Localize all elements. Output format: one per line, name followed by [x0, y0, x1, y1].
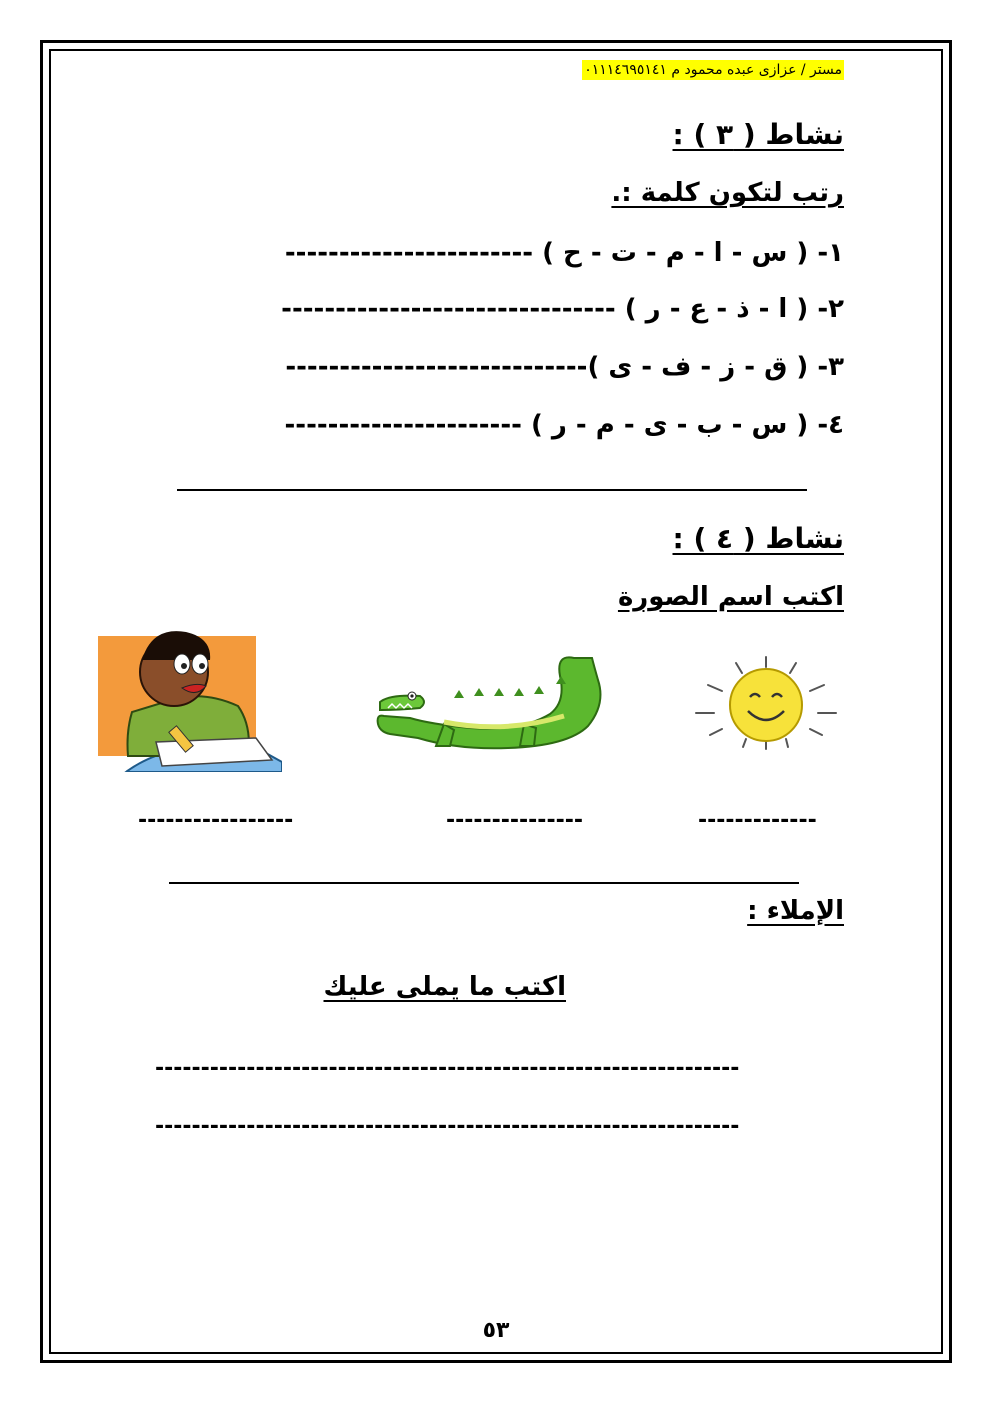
- list-item: ١- ( س - ا - م - ت - ح ) -----------------------: [284, 238, 844, 268]
- dictation-instruction: اكتب ما يملى عليك: [323, 972, 566, 1002]
- list-item: ٣- ( ق - ز - ف - ى )----------------------------: [285, 352, 844, 382]
- list-item: ٤- ( س - ب - ى - م - ر ) ----------------------: [284, 410, 844, 440]
- section-divider: [169, 882, 799, 884]
- list-item: ٢- ( ا - ذ - ع - ر ) -------------------------------: [281, 294, 844, 324]
- teacher-note: مستر / عزازى عبده محمود م ٠١١١٤٦٩٥١٤١: [584, 62, 842, 78]
- sun-icon: [688, 655, 844, 750]
- activity3-title: نشاط ( ٣ ) :: [672, 118, 844, 151]
- activity4-instruction: اكتب اسم الصورة: [617, 582, 844, 612]
- crocodile-icon: [374, 650, 614, 755]
- section-divider: [177, 489, 807, 491]
- dictation-title: الإملاء :: [747, 896, 844, 926]
- dictation-line[interactable]: ----------------------------------------------------------------: [155, 1056, 740, 1081]
- answer-line[interactable]: ---------------: [446, 808, 583, 833]
- activity4-title: نشاط ( ٤ ) :: [672, 522, 844, 555]
- boy-drawing-icon: [96, 626, 282, 772]
- page-number: ٥٣: [482, 1318, 510, 1343]
- answer-line[interactable]: -----------------: [138, 808, 294, 833]
- answer-line[interactable]: -------------: [698, 808, 817, 833]
- activity3-instruction: رتب لتكون كلمة :.: [611, 178, 844, 208]
- dictation-line[interactable]: ----------------------------------------------------------------: [155, 1114, 740, 1139]
